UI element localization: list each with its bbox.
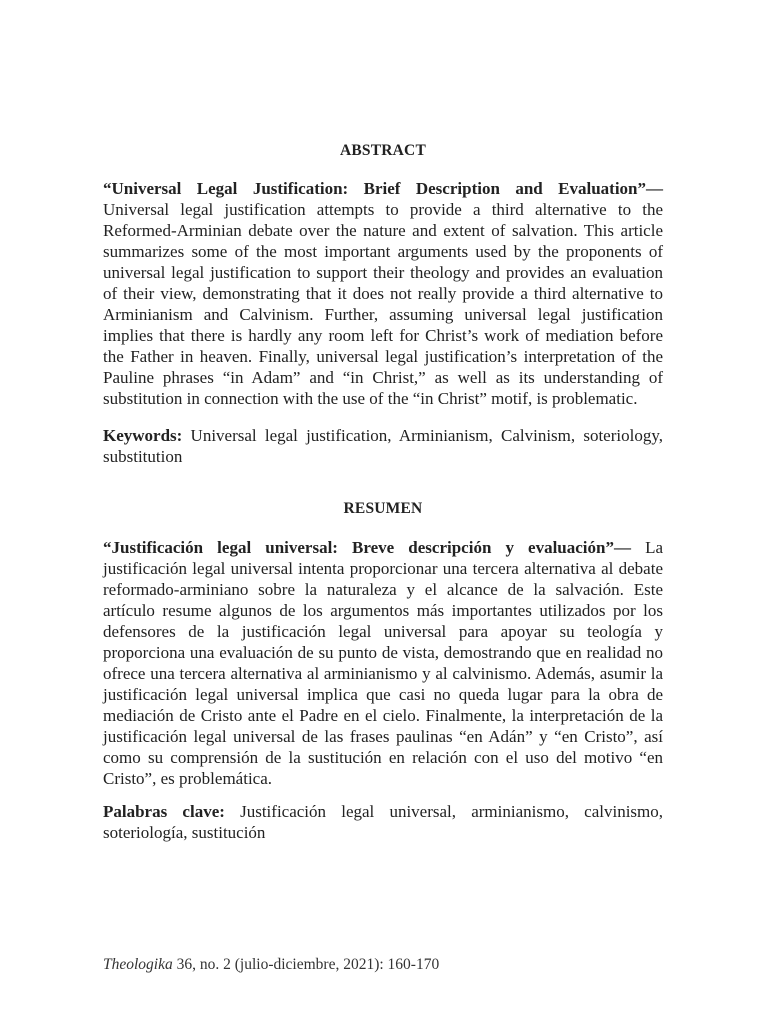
keywords-text: Universal legal justification, Arminianism, Calvinism, soteriology, substitution [103, 426, 663, 466]
abstract-title: “Universal Legal Justification: Brief Description and Evaluation”— [103, 179, 663, 198]
resumen-body: La justificación legal universal intenta proporcionar una tercera alternativa al debate reformado-arminiano sobre la naturaleza y el alcance de la salvación. Este artículo resume algunos de los argumentos más importantes utilizados por los defensores de la justificación legal universal para apoyar su teología y proporciona una evaluación de su punto de vista, demostrando que en realidad no ofrece una tercera alternativa al arminianismo y al calvinismo. Además, asumir la justificación legal universal implica que casi no queda lugar para la obra de mediación de Cristo ante el Padre en el cielo. Finalmente, la interpretación de la justificación legal universal de las frases paulinas “en Adán” y “en Cristo”, así como su comprensión de la sustitución en relación con el uso del motivo “en Cristo”, es problemática. [103, 538, 664, 788]
journal-name: Theologika [103, 956, 173, 973]
palabras-clave-paragraph [103, 801, 663, 843]
palabras-clave-label: Palabras clave: [103, 802, 225, 821]
resumen-heading: RESUMEN [343, 500, 423, 517]
abstract-heading: ABSTRACT [339, 142, 426, 159]
resumen-paragraph [103, 537, 663, 789]
palabras-clave-text: Justificación legal universal, arminianismo, calvinismo, soteriología, sustitución [103, 802, 664, 842]
resumen-title: “Justificación legal universal: Breve descripción y evaluación”— [103, 538, 631, 557]
journal-footer [103, 956, 439, 974]
journal-citation: 36, no. 2 (julio-diciembre, 2021): 160-170 [172, 956, 440, 973]
keywords-paragraph [103, 425, 663, 467]
abstract-paragraph [103, 178, 663, 409]
keywords-label: Keywords: [103, 426, 183, 445]
abstract-body: Universal legal justification attempts to provide a third alternative to the Reformed-Arminian debate over the nature and extent of salvation. This article summarizes some of the most important arguments used by the proponents of universal legal justification to support their theology and provides an evaluation of their view, demonstrating that it does not really provide a third alternative to Arminianism and Calvinism. Further, assuming universal legal justification implies that there is hardly any room left for Christ’s work of mediation before the Father in heaven. Finally, universal legal justification’s interpretation of the Pauline phrases “in Adam” and “in Christ,” as well as its understanding of substitution in connection with the use of the “in Christ” motif, is problematic. [103, 200, 663, 408]
